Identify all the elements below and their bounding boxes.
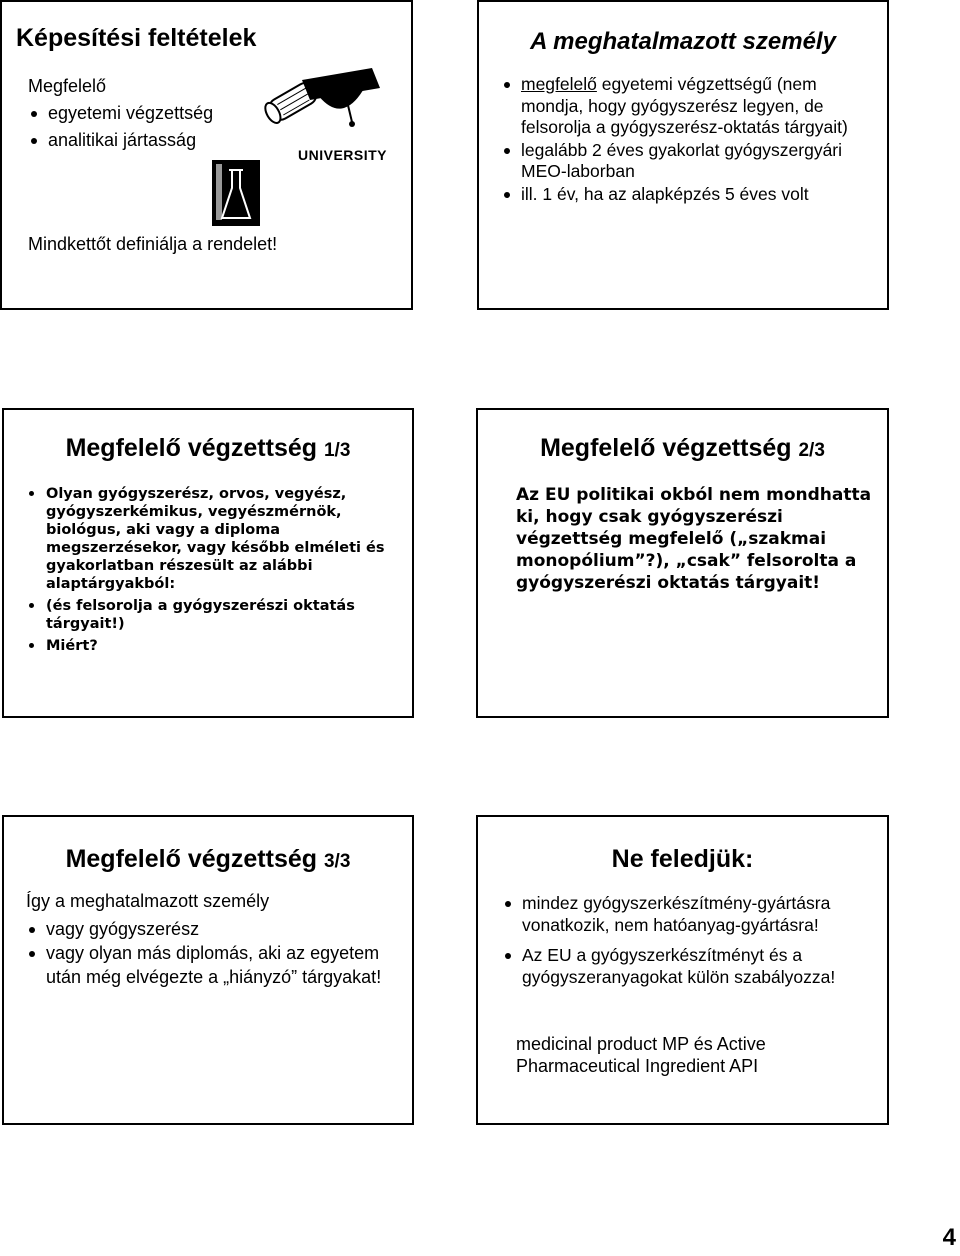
slide-footer: Mindkettőt definiálja a rendelet! (28, 234, 278, 254)
slide-megfelelo-vegzettseg-2 (476, 408, 889, 718)
underlined-text: megfelelő (521, 74, 597, 94)
list-item (501, 140, 881, 183)
slide-ne-feledjuk (476, 815, 889, 1125)
slide-heading: Így a meghatalmazott személy (26, 891, 270, 911)
item-text: ill. 1 év, ha az alapképzés 5 éves volt (521, 183, 809, 204)
bullet-list (26, 485, 406, 659)
bullet-list (26, 917, 406, 989)
slide-title-wrap (4, 434, 412, 463)
list-item (501, 74, 881, 139)
slide-title: A meghatalmazott személy (530, 28, 836, 55)
list-item: (és felsorolja a gyógyszerészi oktatás tárgyait!) (26, 597, 406, 633)
list-item: Olyan gyógyszerész, orvos, vegyész, gyógyszerkémikus, vegyészmérnök, biológus, aki vagy a diploma megszerzésekor, vagy később elméleti és gyakorlatban részesült az alábbi alaptárgyakból: (26, 485, 406, 593)
slide-title-wrap (478, 434, 887, 463)
list-item: vagy gyógyszerész (26, 917, 406, 941)
slide-fraction: 2/3 (798, 440, 825, 461)
slide-title: Megfelelő végzettség (65, 434, 318, 462)
slide-title: Megfelelő végzettség (65, 845, 318, 873)
university-label: UNIVERSITY (298, 147, 388, 163)
bullet-list (501, 74, 881, 206)
slide-kepesitesi-feltetelek (0, 0, 413, 310)
slide-heading: Megfelelő (28, 76, 107, 96)
list-item (501, 184, 881, 206)
item-text: legalább 2 éves gyakorlat gyógyszergyári MEO-laborban (521, 139, 843, 181)
page-number: 4 (942, 1224, 956, 1251)
list-item: egyetemi végzettség (28, 100, 213, 127)
slide-megfelelo-vegzettseg-1 (2, 408, 414, 718)
slide-megfelelo-vegzettseg-3 (2, 815, 414, 1125)
slide-meghatalmazott-szemely (477, 0, 889, 310)
list-item: analitikai jártasság (28, 127, 213, 154)
slide-title: Megfelelő végzettség (540, 434, 792, 462)
slide-fraction: 1/3 (323, 440, 351, 461)
list-item: Miért? (26, 637, 406, 655)
bullet-list (28, 100, 213, 154)
slide-fraction: 3/3 (323, 851, 351, 872)
list-item: Az EU a gyógyszerkészítményt és a gyógyszeranyagokat külön szabályozza! (502, 945, 878, 988)
graduation-clipart-icon (202, 60, 382, 230)
slide-title: Képesítési feltételek (16, 24, 257, 52)
slide-body: Az EU politikai okból nem mondhatta ki, hogy csak gyógyszerészi végzettség megfelelő („szakmai monopólium”?), „csak” felsorolta a gyógyszerészi oktatás tárgyait! (516, 485, 872, 593)
bullet-list (502, 893, 878, 997)
item-text: egyetemi végzettségű (nem mondja, hogy gyógyszerész legyen, de felsorolja a gyógyszerész-oktatás tárgyait) (521, 74, 848, 137)
list-item: mindez gyógyszerkészítmény-gyártásra vonatkozik, nem hatóanyag-gyártásra! (502, 893, 878, 936)
slide-body: medicinal product MP és Active Pharmaceutical Ingredient API (516, 1034, 766, 1076)
slide-title-wrap (4, 845, 412, 874)
slide-title: Ne feledjük: (611, 845, 754, 873)
list-item: vagy olyan más diplomás, aki az egyetem után még elvégezte a „hiányzó” tárgyakat! (26, 941, 406, 989)
